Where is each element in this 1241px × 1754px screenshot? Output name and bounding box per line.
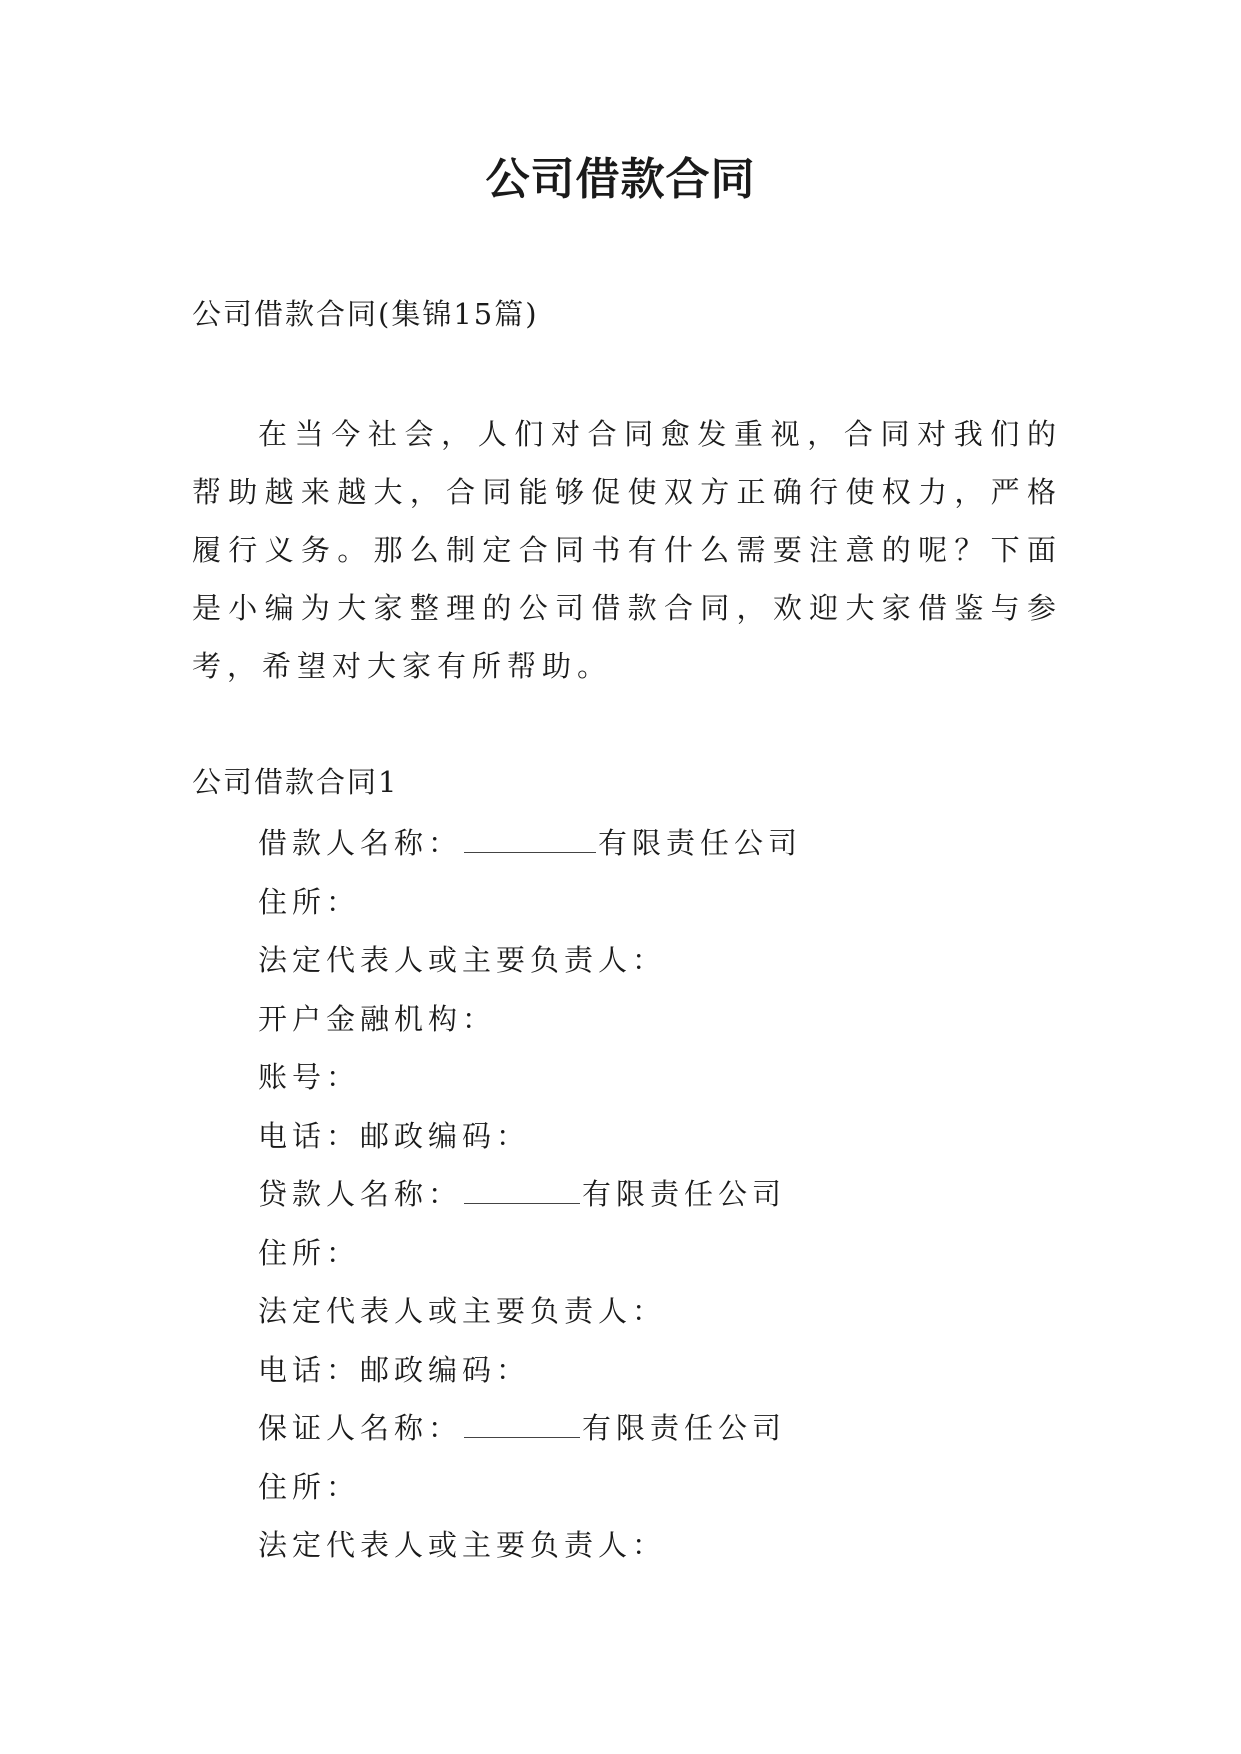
guarantor-address-line: 住所： (258, 1469, 361, 1504)
lender-address-line: 住所： (258, 1235, 361, 1270)
section-heading: 公司借款合同1 (192, 765, 399, 799)
borrower-name-line (258, 814, 802, 873)
guarantor-name-label: 保证人名称： (258, 1411, 463, 1445)
intro-paragraph: 在当今社会，人们对合同愈发重视，合同对我们的帮助越来越大，合同能够促使双方正确行使权力，严格履行义务。那么制定合同书有什么需要注意的呢？下面是小编为大家整理的公司借款合同，欢迎大家借鉴与参考，希望对大家有所帮助。 (192, 417, 1062, 683)
guarantor-legal-rep-line: 法定代表人或主要负责人： (258, 1528, 667, 1562)
contract-fields (258, 814, 802, 1575)
borrower-name-suffix: 有限责任公司 (598, 826, 803, 860)
borrower-name-label: 借款人名称： (258, 826, 463, 860)
guarantor-name-line (258, 1399, 802, 1458)
guarantor-name-suffix: 有限责任公司 (582, 1411, 787, 1445)
lender-legal-rep-line: 法定代表人或主要负责人： (258, 1294, 667, 1328)
borrower-address-line: 住所： (258, 884, 361, 919)
lender-name-label: 贷款人名称： (258, 1177, 463, 1211)
lender-name-blank (464, 1177, 580, 1204)
borrower-account-line: 账号： (258, 1060, 361, 1094)
borrower-bank-line: 开户金融机构： (258, 1001, 497, 1036)
lender-name-suffix: 有限责任公司 (582, 1177, 787, 1211)
lender-name-line (258, 1165, 802, 1224)
borrower-name-blank (464, 826, 596, 853)
lender-phone-line: 电话：邮政编码： (258, 1352, 531, 1387)
document-title: 公司借款合同 (485, 154, 756, 205)
borrower-phone-line: 电话：邮政编码： (258, 1118, 531, 1153)
document-subtitle: 公司借款合同(集锦15篇) (192, 297, 539, 331)
guarantor-name-blank (464, 1411, 580, 1438)
borrower-legal-rep-line: 法定代表人或主要负责人： (258, 943, 667, 977)
